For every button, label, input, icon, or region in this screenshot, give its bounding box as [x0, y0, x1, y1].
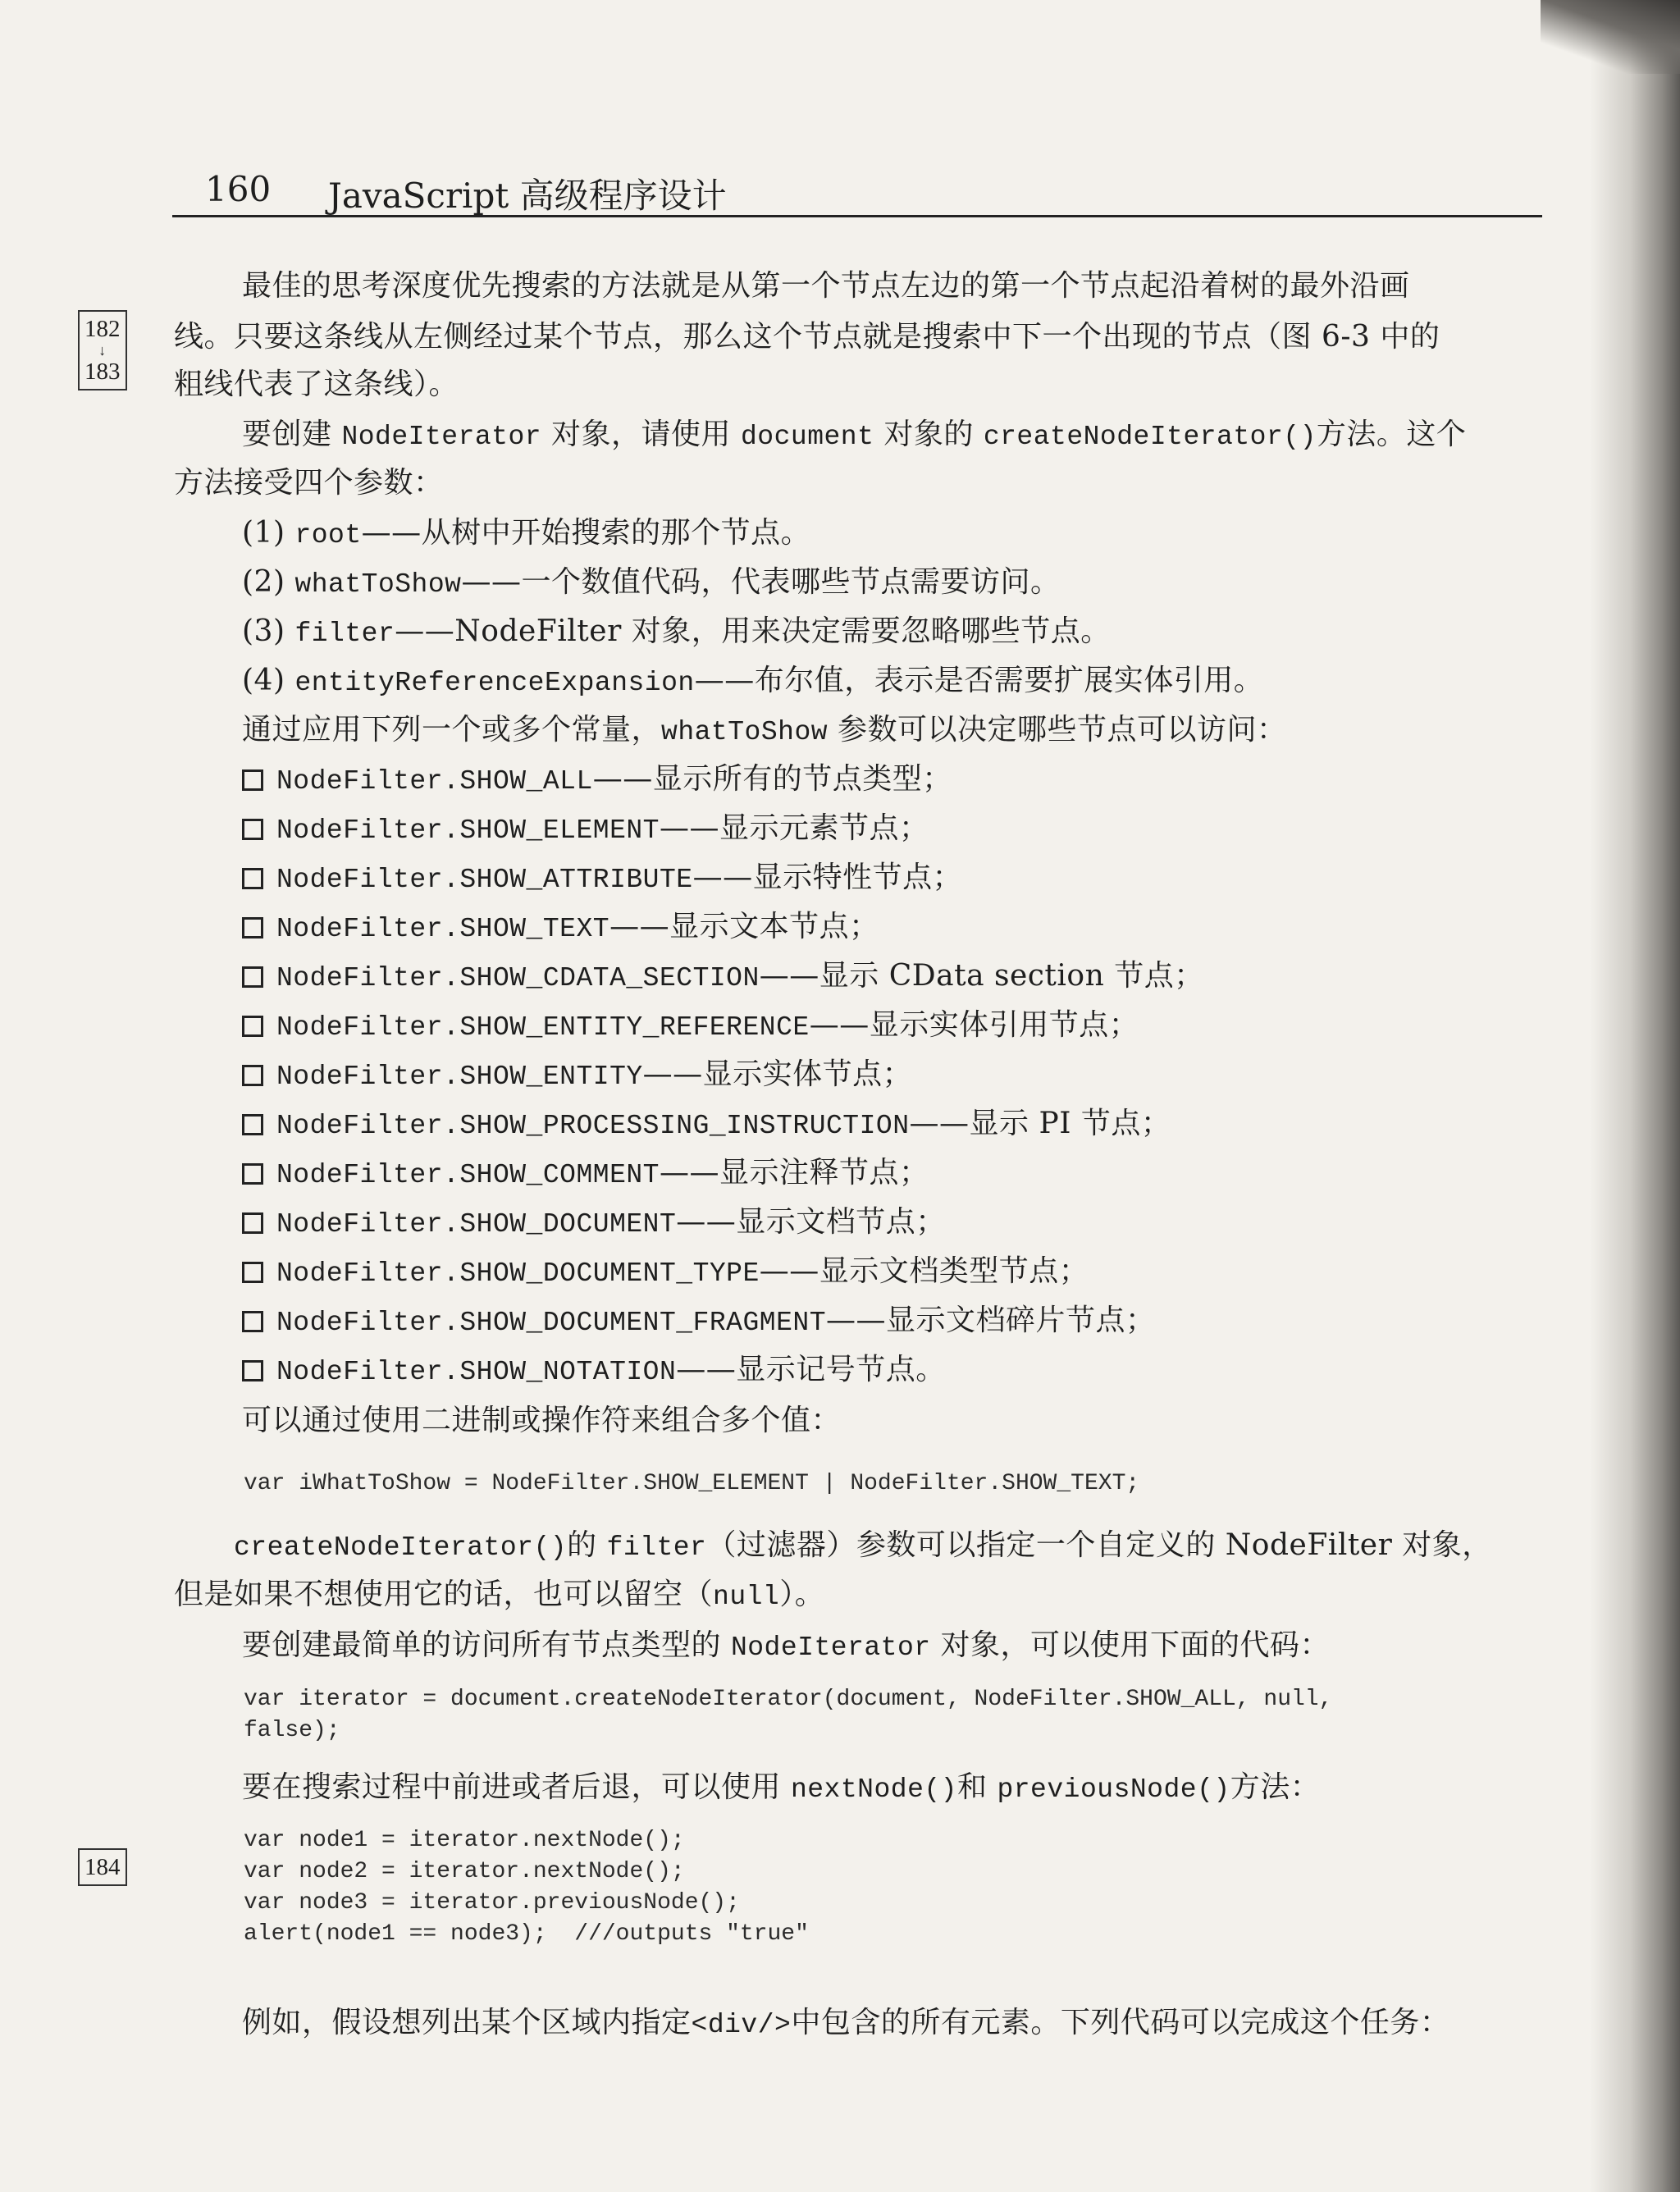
param-number: (1) — [242, 516, 295, 550]
constant-code: NodeFilter.SHOW_ENTITY_REFERENCE — [276, 1012, 810, 1043]
page-header — [172, 162, 1542, 217]
constant-desc: ——显示文档碎片节点； — [826, 1304, 1156, 1337]
code-inline: whatToShow — [661, 717, 829, 747]
para-filter-text-a: 的 — [567, 1528, 607, 1562]
para-filter-line2 — [174, 1575, 824, 1617]
constant-item — [242, 1301, 1156, 1343]
constant-code: NodeFilter.SHOW_ENTITY — [276, 1062, 643, 1092]
param-code: filter — [294, 619, 395, 649]
param-number: (4) — [242, 664, 295, 697]
code-inline: NodeIterator — [730, 1633, 931, 1663]
param-desc: ——NodeFilter 对象，用来决定需要忽略哪些节点。 — [395, 614, 1111, 648]
para2-text-d: 方法。这个 — [1316, 418, 1467, 451]
param-item — [242, 563, 1061, 605]
para1-line1: 最佳的思考深度优先搜索的方法就是从第一个节点左边的第一个节点起沿着树的最外沿画 — [242, 269, 1410, 303]
constant-code: NodeFilter.SHOW_DOCUMENT_TYPE — [276, 1258, 760, 1289]
constant-desc: ——显示特性节点； — [692, 861, 963, 894]
constant-code: NodeFilter.SHOW_NOTATION — [276, 1357, 677, 1387]
para-last-text-a: 例如，假设想列出某个区域内指定 — [242, 2006, 692, 2039]
param-code: root — [294, 520, 362, 550]
constant-desc: ——显示 CData section 节点； — [759, 959, 1204, 993]
code-inline: filter — [606, 1532, 707, 1563]
code-block-combine: var iWhatToShow = NodeFilter.SHOW_ELEMENT | NodeFilter.SHOW_TEXT; — [244, 1471, 1140, 1496]
constant-item — [242, 1153, 929, 1195]
para-simple — [242, 1626, 1330, 1668]
para-filter-line1 — [234, 1526, 1492, 1568]
constant-item — [242, 1104, 1171, 1146]
constant-desc: ——显示文档节点； — [676, 1205, 946, 1239]
margin-ref-to: 183 — [84, 358, 121, 385]
para1-line3: 粗线代表了这条线）。 — [174, 368, 459, 401]
para-filter-text-c: 但是如果不想使用它的话，也可以留空（ — [174, 1578, 714, 1611]
constant-desc: ——显示注释节点； — [659, 1156, 929, 1190]
constants-intro-text-a: 通过应用下列一个或多个常量， — [242, 713, 662, 747]
para1-line2: 线。只要这条线从左侧经过某个节点，那么这个节点就是搜索中下一个出现的节点（图 6-3 中的 — [174, 320, 1440, 354]
param-item — [242, 514, 810, 555]
para-filter-text-b: （过滤器）参数可以指定一个自定义的 NodeFilter 对象， — [706, 1528, 1492, 1562]
para-filter-text-d: ）。 — [779, 1578, 825, 1611]
constants-intro — [242, 710, 1287, 752]
para2-text-a: 要创建 — [242, 418, 342, 451]
code-block-iterator: var iterator = document.createNodeIterator(document, NodeFilter.SHOW_ALL, null, false); — [244, 1687, 1333, 1743]
constant-code: NodeFilter.SHOW_PROCESSING_INSTRUCTION — [276, 1111, 910, 1141]
book-title: JavaScript 高级程序设计 — [328, 176, 727, 216]
param-code: entityReferenceExpansion — [294, 668, 695, 698]
para-nav-text-b: 和 — [957, 1770, 998, 1804]
constant-desc: ——显示记号节点。 — [676, 1353, 946, 1386]
param-desc: ——布尔值，表示是否需要扩展实体引用。 — [694, 664, 1264, 697]
para-last — [242, 2003, 1449, 2045]
checkbox-bullet-icon — [242, 868, 263, 889]
checkbox-bullet-icon — [242, 966, 263, 988]
checkbox-bullet-icon — [242, 819, 263, 840]
constant-item — [242, 858, 962, 900]
checkbox-bullet-icon — [242, 1163, 263, 1185]
param-number: (2) — [242, 565, 295, 599]
constants-intro-text-b: 参数可以决定哪些节点可以访问： — [828, 713, 1287, 747]
margin-ref-bottom — [78, 1848, 127, 1886]
param-number: (3) — [242, 614, 295, 648]
code-inline: nextNode() — [790, 1774, 957, 1805]
para-simple-text-b: 对象，可以使用下面的代码： — [930, 1628, 1331, 1662]
param-desc: ——从树中开始搜索的那个节点。 — [361, 516, 811, 550]
constant-desc: ——显示 PI 节点； — [909, 1107, 1171, 1140]
constant-item — [242, 957, 1204, 998]
para-simple-text-a: 要创建最简单的访问所有节点类型的 — [242, 1628, 731, 1662]
constant-code: NodeFilter.SHOW_TEXT — [276, 914, 610, 944]
constant-desc: ——显示所有的节点类型； — [592, 762, 952, 796]
margin-ref-bottom-label: 184 — [84, 1854, 121, 1880]
page-corner-shadow — [1541, 0, 1680, 74]
param-item — [242, 612, 1111, 654]
para2-text-c: 对象的 — [874, 418, 984, 451]
para2-line2: 方法接受四个参数： — [174, 466, 444, 500]
checkbox-bullet-icon — [242, 1065, 263, 1086]
constant-code: NodeFilter.SHOW_ELEMENT — [276, 815, 660, 846]
checkbox-bullet-icon — [242, 1016, 263, 1037]
constant-item — [242, 809, 929, 851]
checkbox-bullet-icon — [242, 1311, 263, 1332]
code-inline: document — [740, 422, 874, 452]
constant-code: NodeFilter.SHOW_DOCUMENT_FRAGMENT — [276, 1308, 827, 1338]
margin-ref-top — [78, 310, 127, 390]
constant-item — [242, 1350, 946, 1392]
code-inline: null — [713, 1582, 780, 1612]
code-block-nav: var node1 = iterator.nextNode(); var node2 = iterator.nextNode(); var node3 = iterator.previousNode(); alert(node1 == node3); ///outputs "true" — [244, 1828, 809, 1947]
checkbox-bullet-icon — [242, 1262, 263, 1283]
param-desc: ——一个数值代码，代表哪些节点需要访问。 — [461, 565, 1061, 599]
para-nav-text-c: 方法： — [1230, 1770, 1321, 1804]
param-code: whatToShow — [294, 569, 462, 600]
constant-item — [242, 907, 879, 949]
page-gutter-shadow — [1590, 0, 1680, 2192]
combine-intro: 可以通过使用二进制或操作符来组合多个值： — [242, 1404, 842, 1437]
para2-text-b: 对象，请使用 — [541, 418, 741, 451]
param-item — [242, 661, 1263, 703]
constant-item — [242, 1203, 946, 1244]
constant-code: NodeFilter.SHOW_DOCUMENT — [276, 1209, 677, 1240]
checkbox-bullet-icon — [242, 1114, 263, 1135]
code-inline: <div/> — [691, 2010, 792, 2040]
constant-code: NodeFilter.SHOW_CDATA_SECTION — [276, 963, 760, 993]
para2-line1 — [242, 415, 1466, 457]
constant-desc: ——显示实体引用节点； — [809, 1008, 1139, 1042]
constant-code: NodeFilter.SHOW_COMMENT — [276, 1160, 660, 1190]
constant-code: NodeFilter.SHOW_ALL — [276, 766, 593, 797]
para-last-text-b: 中包含的所有元素。下列代码可以完成这个任务： — [791, 2006, 1450, 2039]
margin-ref-from: 182 — [84, 316, 121, 342]
constant-item — [242, 760, 952, 801]
constant-item — [242, 1055, 912, 1097]
margin-ref-arrow-icon: ↓ — [98, 342, 107, 358]
checkbox-bullet-icon — [242, 1360, 263, 1381]
code-inline: previousNode() — [997, 1774, 1230, 1805]
checkbox-bullet-icon — [242, 769, 263, 791]
constant-desc: ——显示文档类型节点； — [759, 1254, 1089, 1288]
checkbox-bullet-icon — [242, 917, 263, 938]
constant-code: NodeFilter.SHOW_ATTRIBUTE — [276, 865, 693, 895]
page-number: 160 — [205, 169, 272, 209]
constant-desc: ——显示元素节点； — [659, 811, 929, 845]
checkbox-bullet-icon — [242, 1212, 263, 1234]
constant-item — [242, 1252, 1089, 1294]
code-inline: createNodeIterator() — [983, 422, 1317, 452]
constant-desc: ——显示实体节点； — [642, 1057, 913, 1091]
code-inline: createNodeIterator() — [234, 1532, 568, 1563]
constant-item — [242, 1006, 1139, 1048]
code-inline: NodeIterator — [341, 422, 542, 452]
constant-desc: ——显示文本节点； — [609, 910, 879, 943]
para-nav-text-a: 要在搜索过程中前进或者后退，可以使用 — [242, 1770, 791, 1804]
para-nav — [242, 1768, 1320, 1810]
